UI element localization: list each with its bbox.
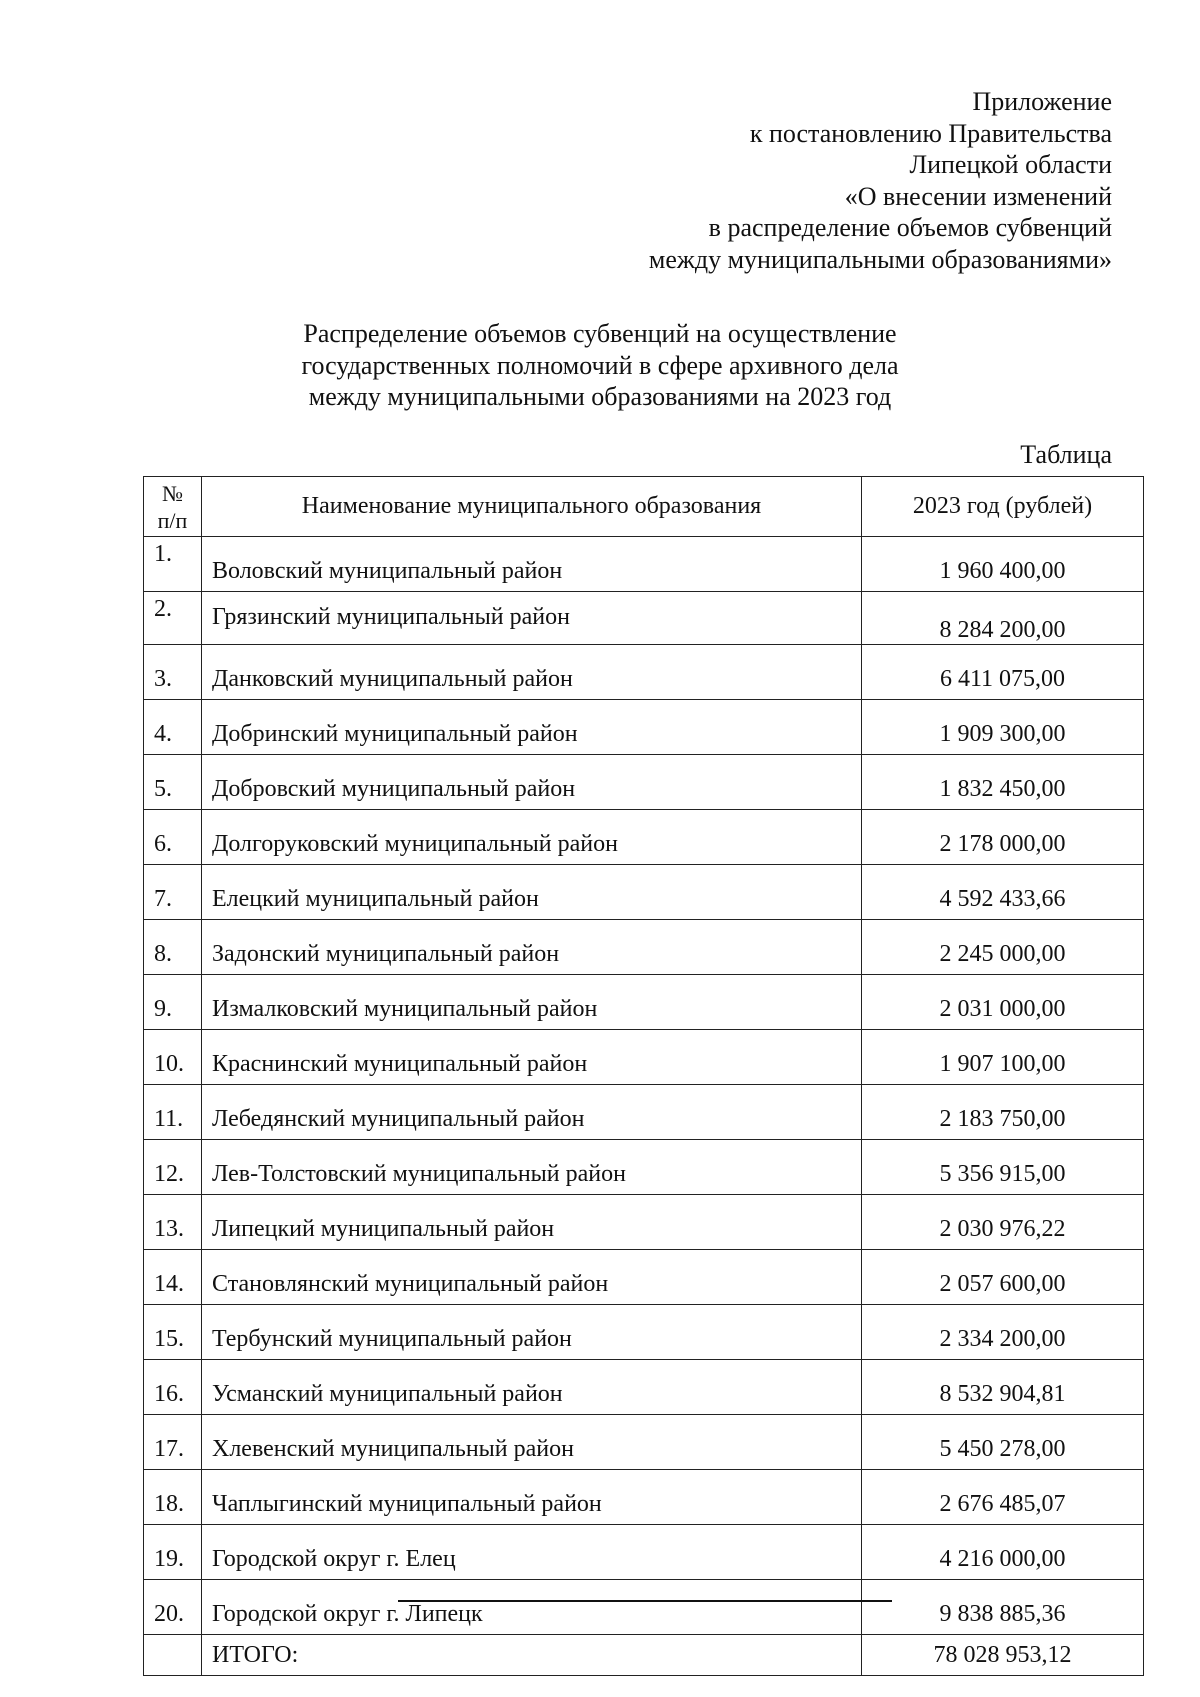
header-name-cell: Наименование муниципального образования — [202, 477, 862, 537]
table-label: Таблица — [1020, 440, 1112, 469]
table-row — [144, 1580, 1144, 1635]
row-number: 20. — [144, 1580, 202, 1635]
subvention-amount: 4 216 000,00 — [862, 1525, 1144, 1580]
subvention-amount: 4 592 433,66 — [862, 865, 1144, 920]
header-number-cell — [144, 477, 202, 537]
municipality-name: Тербунский муниципальный район — [202, 1305, 862, 1360]
municipality-name: Измалковский муниципальный район — [202, 975, 862, 1030]
table-row — [144, 1195, 1144, 1250]
row-number: 3. — [144, 645, 202, 700]
table-row — [144, 1525, 1144, 1580]
footer-divider — [398, 1600, 892, 1602]
row-number: 6. — [144, 810, 202, 865]
row-number: 7. — [144, 865, 202, 920]
table-row — [144, 810, 1144, 865]
table-body — [144, 537, 1144, 1676]
table-row — [144, 755, 1144, 810]
subvention-amount: 9 838 885,36 — [862, 1580, 1144, 1635]
subvention-amount: 8 532 904,81 — [862, 1360, 1144, 1415]
table-row — [144, 1305, 1144, 1360]
row-number: 18. — [144, 1470, 202, 1525]
municipality-name: Лебедянский муниципальный район — [202, 1085, 862, 1140]
appendix-line: Липецкой области — [909, 150, 1112, 179]
municipality-name: Липецкий муниципальный район — [202, 1195, 862, 1250]
title-line: Распределение объемов субвенций на осуществление — [303, 319, 897, 348]
subvention-amount: 2 057 600,00 — [862, 1250, 1144, 1305]
table-row — [144, 920, 1144, 975]
row-number: 11. — [144, 1085, 202, 1140]
header-number-symbol: № — [162, 480, 183, 506]
table-row — [144, 537, 1144, 592]
title-line: государственных полномочий в сфере архивного дела — [301, 350, 899, 380]
table-row — [144, 1140, 1144, 1195]
table-row — [144, 1085, 1144, 1140]
table-row — [144, 1415, 1144, 1470]
appendix-line: Приложение — [972, 87, 1112, 116]
subvention-amount: 2 676 485,07 — [862, 1470, 1144, 1525]
municipality-name: Данковский муниципальный район — [202, 645, 862, 700]
subvention-amount: 2 031 000,00 — [862, 975, 1144, 1030]
table-row — [144, 592, 1144, 645]
row-number: 14. — [144, 1250, 202, 1305]
appendix-line: в распределение объемов субвенций — [708, 213, 1112, 242]
appendix-heading — [412, 86, 1112, 275]
subvention-amount: 8 284 200,00 — [862, 592, 1144, 645]
row-number: 4. — [144, 700, 202, 755]
subvention-amount: 1 832 450,00 — [862, 755, 1144, 810]
subvention-amount: 2 030 976,22 — [862, 1195, 1144, 1250]
row-number: 9. — [144, 975, 202, 1030]
total-label: ИТОГО: — [202, 1635, 862, 1676]
row-number: 5. — [144, 755, 202, 810]
row-number: 13. — [144, 1195, 202, 1250]
subvention-amount: 1 909 300,00 — [862, 700, 1144, 755]
municipality-name: Воловский муниципальный район — [202, 537, 862, 592]
title-line: между муниципальными образованиями на 2023 год — [308, 382, 892, 411]
municipality-name: Добринский муниципальный район — [202, 700, 862, 755]
subvention-amount: 6 411 075,00 — [862, 645, 1144, 700]
row-number: 16. — [144, 1360, 202, 1415]
total-number-cell — [144, 1635, 202, 1676]
row-number: 1. — [144, 537, 202, 592]
total-amount: 78 028 953,12 — [862, 1635, 1144, 1676]
table-row — [144, 865, 1144, 920]
table-total-row — [144, 1635, 1144, 1676]
table-row — [144, 645, 1144, 700]
document-title — [250, 318, 950, 413]
table-row — [144, 1250, 1144, 1305]
subvention-amount: 2 245 000,00 — [862, 920, 1144, 975]
row-number: 19. — [144, 1525, 202, 1580]
subvention-amount: 2 334 200,00 — [862, 1305, 1144, 1360]
appendix-line: к постановлению Правительства — [749, 118, 1112, 148]
municipality-name: Задонский муниципальный район — [202, 920, 862, 975]
header-value-cell: 2023 год (рублей) — [862, 477, 1144, 537]
row-number: 10. — [144, 1030, 202, 1085]
municipality-name: Долгоруковский муниципальный район — [202, 810, 862, 865]
subvention-amount: 2 178 000,00 — [862, 810, 1144, 865]
header-number-abbr: п/п — [157, 507, 188, 533]
municipality-name: Городской округ г. Липецк — [202, 1580, 862, 1635]
municipality-name: Краснинский муниципальный район — [202, 1030, 862, 1085]
subvention-amount: 5 356 915,00 — [862, 1140, 1144, 1195]
row-number: 12. — [144, 1140, 202, 1195]
appendix-line: «О внесении изменений — [844, 181, 1112, 211]
subvention-amount: 5 450 278,00 — [862, 1415, 1144, 1470]
municipality-name: Хлевенский муниципальный район — [202, 1415, 862, 1470]
row-number: 17. — [144, 1415, 202, 1470]
municipality-name: Усманский муниципальный район — [202, 1360, 862, 1415]
municipality-name: Лев-Толстовский муниципальный район — [202, 1140, 862, 1195]
table-row — [144, 700, 1144, 755]
appendix-line: между муниципальными образованиями» — [648, 244, 1112, 274]
table-row — [144, 1470, 1144, 1525]
municipality-name: Грязинский муниципальный район — [202, 592, 862, 645]
subvention-amount: 1 960 400,00 — [862, 537, 1144, 592]
municipality-name: Городской округ г. Елец — [202, 1525, 862, 1580]
row-number: 8. — [144, 920, 202, 975]
municipality-name: Елецкий муниципальный район — [202, 865, 862, 920]
municipality-name: Добровский муниципальный район — [202, 755, 862, 810]
row-number: 2. — [144, 592, 202, 645]
table-row — [144, 975, 1144, 1030]
subvention-amount: 1 907 100,00 — [862, 1030, 1144, 1085]
municipality-name: Становлянский муниципальный район — [202, 1250, 862, 1305]
subvention-amount: 2 183 750,00 — [862, 1085, 1144, 1140]
table-row — [144, 1360, 1144, 1415]
subventions-table — [143, 476, 1144, 1676]
row-number: 15. — [144, 1305, 202, 1360]
table-row — [144, 1030, 1144, 1085]
table-header-row — [144, 477, 1144, 537]
municipality-name: Чаплыгинский муниципальный район — [202, 1470, 862, 1525]
